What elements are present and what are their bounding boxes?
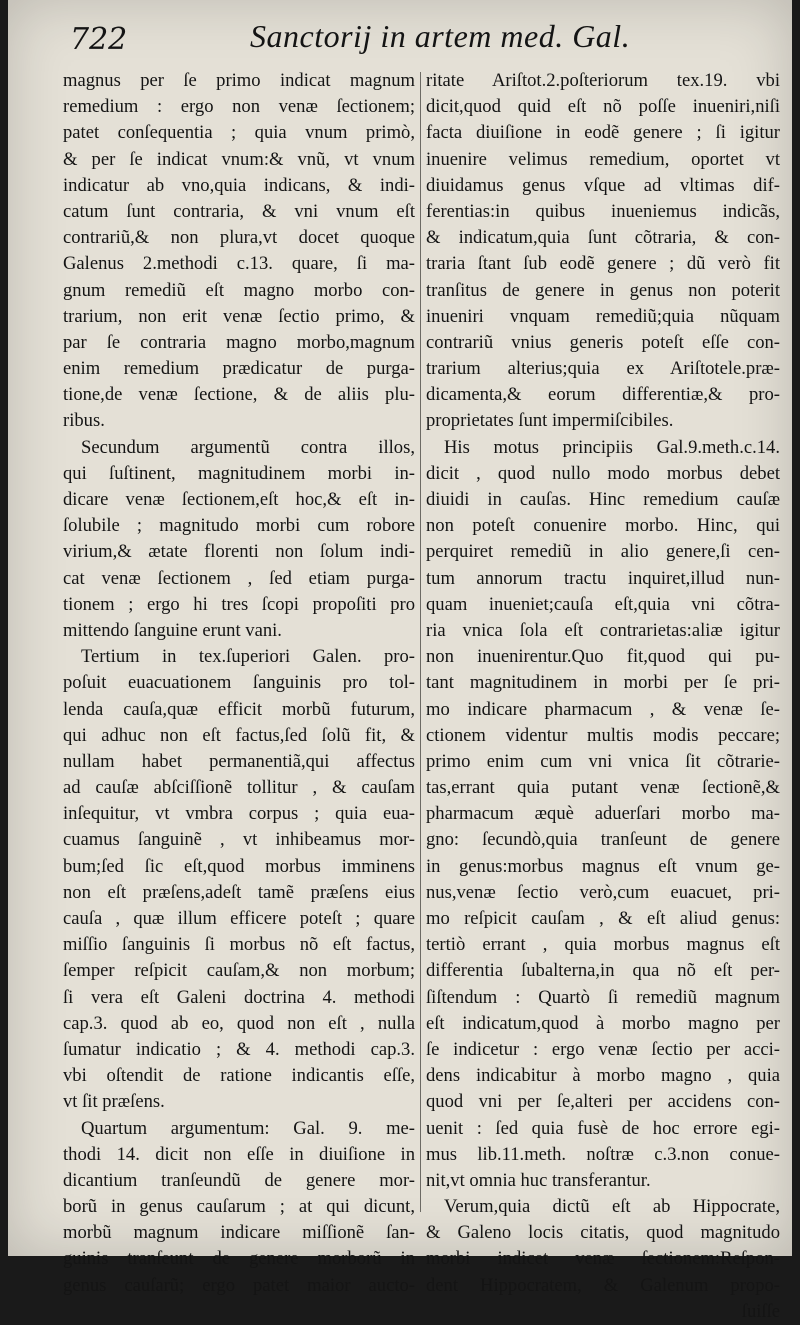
text-line: His motus principiis Gal.9.meth.c.14. (444, 436, 780, 458)
text-line: Verum,quia dictũ eſt ab Hippocrate, (444, 1196, 780, 1218)
text-line: nullam habet permanentiã,qui affectus (63, 750, 415, 772)
book-page (8, 0, 792, 1322)
text-line: tertiò errant , quia morbus magnus eſt (426, 934, 780, 956)
text-line: Quartum argumentum: Gal. 9. me- (81, 1117, 415, 1139)
text-line: traria ſtant ſub eodẽ genere ; dũ verò fit (426, 253, 780, 275)
text-line: contrariũ,& non plura,vt docet quoque (63, 227, 415, 249)
text-line: qui adhuc non eſt factus,ſed ſolũ fit, & (63, 724, 415, 746)
text-line: ſolubile ; magnitudo morbi cum robore (63, 515, 415, 537)
text-line: tum annorum tractu inquiret,illud nun- (426, 567, 780, 589)
text-line: ad cauſæ abſciſſionẽ tollitur , & cauſam (63, 777, 415, 799)
text-line: dens indicabitur à morbo magno , quia (426, 1065, 780, 1087)
text-line: nit,vt omnia huc transferantur. (426, 1169, 651, 1191)
text-line: non poteſt conuenire morbo. Hinc, qui (426, 515, 780, 537)
text-line: thodi 14. dicit non eſſe in diuiſione in (63, 1143, 415, 1165)
text-line: qui ſuſtinent, magnitudinem morbi in- (63, 462, 415, 484)
text-line: dicamenta,& eorum differentiæ,& pro- (426, 384, 780, 406)
text-line: dicit,quod quid eſt nõ poſſe inueniri,niſi (426, 96, 780, 118)
text-line: lenda cauſa,quæ efficit morbũ futurum, (63, 698, 415, 720)
text-line: dicit , quod nullo modo morbus debet (426, 462, 780, 484)
text-line: magnus per ſe primo indicat magnum (63, 70, 415, 91)
text-line: nus,venæ ſectio verò,cum euacuet, pri- (426, 881, 780, 903)
text-line: trarium alterius;quia ex Ariſtotele.præ- (426, 358, 780, 380)
text-line: Galenus 2.methodi c.13. quare, ſi ma- (63, 253, 415, 275)
text-line: enim remedium prædicatur de purga- (63, 358, 415, 380)
text-line: virium,& ætate florenti non ſolum indi- (63, 541, 415, 563)
text-line: gnum remediũ eſt magno morbo con- (63, 279, 415, 301)
text-line: & per ſe indicat vnum:& vnũ, vt vnum (63, 148, 415, 170)
text-line: Secundum argumentũ contra illos, (81, 436, 415, 458)
text-line: gno: ſecundò,quia tranſeunt de genere (426, 829, 780, 851)
text-line: ferentias:in quibus inueniemus indicãs, (426, 200, 780, 222)
text-line: ribus. (63, 410, 105, 432)
text-line: pharmacum æquè aduerſari morbo ma- (426, 803, 780, 825)
text-line: proprietates ſunt impermiſcibiles. (426, 410, 674, 432)
left-column (63, 68, 415, 1299)
text-line: dicare venæ ſectionem,eſt hoc,& eſt in- (63, 489, 415, 510)
running-title: Sanctorij in artem med. Gal. (250, 18, 631, 54)
text-line: dicantium tranſeundũ de genere mor- (63, 1169, 415, 1191)
column-divider (420, 72, 421, 1212)
page-number: 722 (70, 22, 128, 57)
text-line: ritate Ariſtot.2.poſteriorum tex.19. vbi (426, 70, 780, 91)
text-line: cat venæ ſectionem , ſed etiam purga- (63, 567, 415, 589)
text-line: bum;ſed ſic eſt,quod morbus imminens (63, 855, 415, 877)
text-line: & indicatum,quia ſunt cõtraria, & con- (426, 227, 780, 249)
text-line: differentia ſubalterna,in qua nõ eſt per- (426, 960, 780, 982)
text-line: poſuit euacuationem ſanguinis pro tol- (63, 672, 415, 694)
text-line: ſe indicetur : ergo venæ ſectio per acci- (426, 1038, 780, 1060)
text-line: ſuiſſe (741, 1300, 780, 1322)
text-line: inueniri vnquam remediũ;quia nũquam (426, 305, 780, 327)
text-line: tas,errant quia putant venæ ſectionẽ,& (426, 777, 780, 799)
text-line: non inuenirentur.Quo fit,quod qui pu- (426, 646, 780, 668)
text-line: remedium : ergo non venæ ſectionem; (63, 96, 415, 118)
text-line: Tertium in tex.ſuperiori Galen. pro- (81, 646, 415, 668)
text-line: ſumatur indicatio ; & 4. methodi cap.3. (63, 1038, 415, 1060)
text-line: in genus:morbus magnus eſt vnum ge- (426, 855, 780, 877)
text-line: primo enim cum vni vnica ſit cõtrarie- (426, 750, 780, 772)
page-header (70, 14, 770, 64)
text-line: inuenire velimus remedium, oportet vt (426, 148, 780, 170)
text-line: diuidamus genus vſque ad vltimas dif- (426, 174, 780, 196)
text-line: mittendo ſanguine erunt vani. (63, 619, 282, 641)
text-line: perquiret remediũ in alio genere,ſi cen- (426, 541, 780, 563)
text-line: vbi oſtendit de ratione indicantis eſſe, (63, 1065, 415, 1087)
text-line: morbũ magnum indicare miſſionẽ ſan- (63, 1222, 415, 1244)
text-line: quod vni per ſe,alteri per accidens con- (426, 1091, 780, 1113)
text-line: ſi vera eſt Galeni doctrina 4. methodi (63, 986, 415, 1008)
text-line: dent Hippocratem, & Galenum propo- (426, 1274, 780, 1296)
text-line: tant magnitudinem in morbi per ſe pri- (426, 672, 780, 694)
text-line: quam inueniet;cauſa eſt,quia vni cõtra- (426, 593, 780, 615)
right-column (426, 68, 780, 1325)
text-line: genus cauſarũ; ergo patet maior aucto- (63, 1274, 415, 1296)
text-line: patet conſequentia ; quia vnum primò, (63, 122, 415, 144)
text-line: facta diuiſione in eodẽ genere ; ſi igitur (426, 122, 780, 144)
text-line: miſſio ſanguinis ſi morbus nõ eſt factus, (63, 934, 415, 956)
text-line: ctionem videntur multis modis peccare; (426, 724, 780, 746)
text-line: cap.3. quod ab eo, quod non eſt , nulla (63, 1012, 415, 1034)
text-line: indicatur ab vno,quia indicans, & indi- (63, 174, 415, 196)
text-line: cauſa , quæ illum efficere poteſt ; quare (63, 908, 415, 929)
text-line: tranſitus de genere in genus non poterit (426, 279, 780, 301)
text-line: morbi indicet venæ ſectionem:Reſpon- (426, 1248, 780, 1270)
text-line: mo reſpicit cauſam , & eſt aliud genus: (426, 908, 780, 929)
text-line: cuamus ſanguinẽ , vt inhibeamus mor- (63, 829, 415, 851)
text-line: mo indicare pharmacum , & venæ ſe- (426, 698, 780, 720)
text-line: inſequitur, vt vmbra corpus ; quia eua- (63, 803, 415, 825)
text-line: ria vnica ſola eſt contrarietas:aliæ igitur (426, 619, 780, 641)
text-line: diuidi in cauſas. Hinc remedium cauſæ (426, 489, 780, 510)
text-line: borũ in genus cauſarum ; at qui dicunt, (63, 1196, 415, 1218)
text-line: tionem ; ergo hi tres ſcopi propoſiti pro (63, 593, 415, 615)
text-line: catum ſunt contraria, & vni vnum eſt (63, 200, 415, 222)
text-line: ſemper reſpicit cauſam,& non morbum; (63, 960, 415, 982)
text-line: non eſt præſens,adeſt tamẽ præſens eius (63, 881, 415, 903)
text-line: par ſe contraria magno morbo,magnum (63, 331, 415, 353)
text-line: trarium, non erit venæ ſectio primo, & (63, 305, 415, 327)
text-line: tione,de venæ ſectione, & de aliis plu- (63, 384, 415, 406)
text-line: vt ſit præſens. (63, 1091, 165, 1113)
text-line: ſiſtendum : Quartò ſi remediũ magnum (426, 986, 780, 1008)
text-line: mus lib.11.meth. noſtræ c.3.non conue- (426, 1143, 780, 1165)
text-line: eſt indicatum,quod à morbo magno per (426, 1012, 780, 1034)
text-line: & Galeno locis citatis, quod magnitudo (426, 1222, 780, 1244)
text-line: uenit : ſed quia fusè de hoc errore egi- (426, 1117, 780, 1139)
text-line: guinis tranſeunt de genere morborũ in (63, 1248, 415, 1270)
text-line: contrariũ vnius generis poteſt eſſe con- (426, 331, 780, 353)
